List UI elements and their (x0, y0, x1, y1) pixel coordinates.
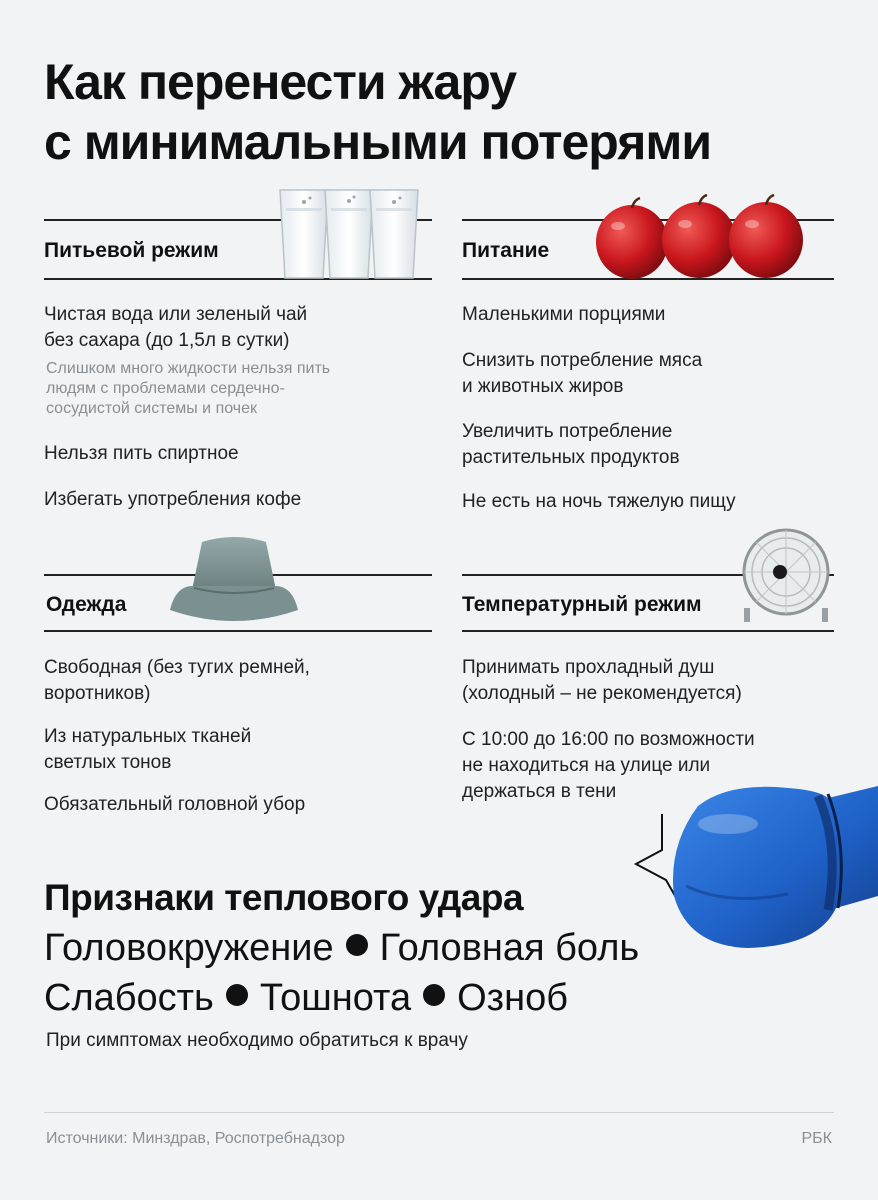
drinking-note-line-3: сосудистой системы и почек (46, 400, 258, 417)
clothing-item-2 (44, 724, 251, 776)
clothing-item-2-line-2: светлых тонов (44, 752, 172, 773)
clothing-item-3: Обязательный головной убор (44, 794, 306, 815)
page-title (44, 52, 844, 172)
heatstroke-title: Признаки теплового удара (44, 877, 524, 918)
temperature-bottom-rule (462, 630, 834, 632)
temperature-item-2-line-3: держаться в тени (462, 781, 617, 802)
footer-brand: РБК (801, 1130, 832, 1147)
temperature-item-1 (462, 655, 742, 707)
boxing-glove-icon (668, 776, 878, 952)
drinking-item-1-line-1: Чистая вода или зеленый чай (44, 304, 308, 325)
clothing-heading: Одежда (46, 593, 127, 616)
nutrition-heading: Питание (462, 239, 550, 262)
drinking-item-3: Избегать употребления кофе (44, 489, 302, 510)
temperature-item-2-line-2: не находиться на улице или (462, 755, 711, 776)
nutrition-item-1: Маленькими порциями (462, 304, 666, 325)
nutrition-item-4: Не есть на ночь тяжелую пищу (462, 491, 736, 512)
heatstroke-symptoms-line-1 (44, 924, 639, 972)
drinking-item-1 (44, 302, 307, 354)
clothing-bottom-rule (44, 630, 432, 632)
nutrition-item-2-line-1: Снизить потребление мяса (462, 350, 703, 371)
bucket-hat-icon (166, 532, 302, 628)
temperature-heading: Температурный режим (462, 593, 702, 616)
drinking-note-line-2: людям с проблемами сердечно- (46, 380, 285, 397)
heatstroke-symptoms-line-2 (44, 974, 568, 1022)
fan-icon (738, 526, 836, 626)
nutrition-item-3 (462, 419, 680, 471)
page-title-line-2: с минимальными потерями (44, 114, 712, 170)
apples-icon (594, 194, 806, 282)
clothing-item-1-line-2: воротников) (44, 683, 151, 704)
nutrition-item-3-line-2: растительных продуктов (462, 447, 680, 468)
temperature-item-1-line-2: (холодный – не рекомендуется) (462, 683, 742, 704)
page-title-line-1: Как перенести жару (44, 54, 517, 110)
bullet-dot-icon (346, 934, 368, 956)
nutrition-item-2 (462, 348, 702, 400)
clothing-item-1-line-1: Свободная (без тугих ремней, (44, 657, 310, 678)
symptom-nausea: Тошнота (259, 977, 412, 1019)
drinking-note (46, 359, 330, 419)
drinking-item-2: Нельзя пить спиртное (44, 443, 239, 464)
drinking-item-1-line-2: без сахара (до 1,5л в сутки) (44, 330, 290, 351)
heatstroke-advice: При симптомах необходимо обратиться к врачу (46, 1030, 468, 1051)
symptom-dizziness: Головокружение (44, 927, 334, 969)
clothing-item-2-line-1: Из натуральных тканей (44, 726, 252, 747)
nutrition-item-2-line-2: и животных жиров (462, 376, 624, 397)
drinking-heading: Питьевой режим (44, 239, 219, 262)
bullet-dot-icon (226, 984, 248, 1006)
drinking-note-line-1: Слишком много жидкости нельзя пить (46, 360, 331, 377)
symptom-chills: Озноб (457, 977, 568, 1019)
temperature-item-1-line-1: Принимать прохладный душ (462, 657, 715, 678)
clothing-item-1 (44, 655, 310, 707)
footer-divider (44, 1112, 834, 1113)
nutrition-item-3-line-1: Увеличить потребление (462, 421, 673, 442)
bullet-dot-icon (423, 984, 445, 1006)
symptom-headache: Головная боль (379, 927, 640, 969)
temperature-item-2-line-1: С 10:00 до 16:00 по возможности (462, 729, 755, 750)
footer-sources: Источники: Минздрав, Роспотребнадзор (46, 1130, 345, 1147)
water-glasses-icon (276, 186, 422, 282)
symptom-weakness: Слабость (44, 977, 214, 1019)
